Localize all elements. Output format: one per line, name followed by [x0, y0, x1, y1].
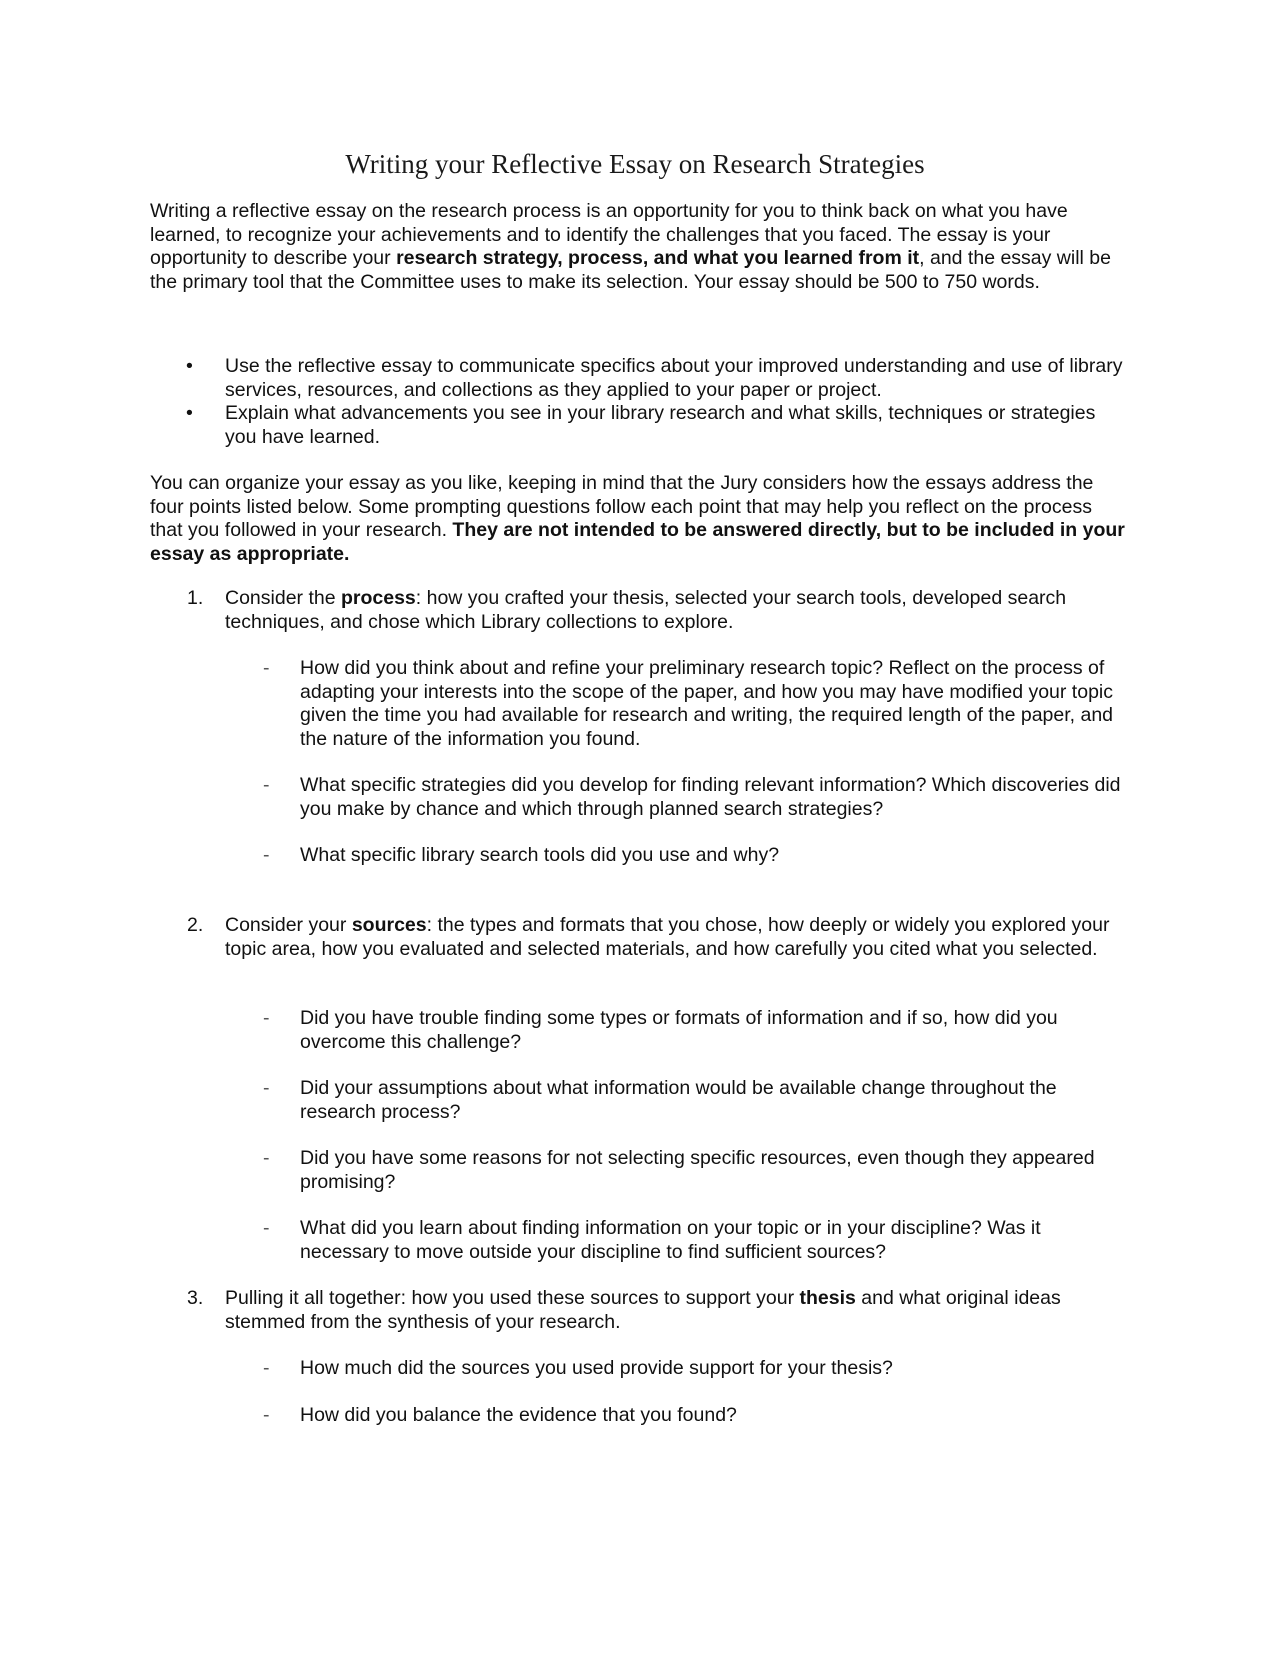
dash-icon: -	[263, 844, 270, 866]
question-text: How much did the sources you used provide support for your thesis?	[300, 1357, 893, 1379]
dash-icon: -	[263, 1357, 270, 1379]
item-number: 1.	[187, 587, 204, 609]
item-text: : the types and formats that you chose, how deeply or widely you explored your topic area, how you evaluated and selected materials, and how carefully you cited what you selected.	[225, 914, 1110, 960]
intro-text-2: , and the essay will be the primary tool that the Committee uses to make its selection. Your essay should be 500 to 750 words.	[150, 247, 1111, 293]
dash-icon: -	[263, 1147, 270, 1169]
dash-icon: -	[263, 1007, 270, 1029]
item-bold: thesis	[799, 1287, 856, 1309]
dash-icon: -	[263, 1404, 270, 1426]
intro-paragraph	[150, 200, 1125, 294]
bullet-text: Explain what advancements you see in your library research and what skills, techniques or strategies you have learned.	[225, 402, 1096, 448]
bullet-list	[150, 355, 1125, 449]
item-text: Consider your	[225, 914, 352, 936]
intro-text-1: Writing a reflective essay on the research process is an opportunity for you to think back on what you have learned, to recognize your achievements and to identify the challenges that you faced. The essay is your opportunity to describe your	[150, 200, 1068, 269]
dash-icon: -	[263, 657, 270, 679]
question-text: Did you have trouble finding some types or formats of information and if so, how did you overcome this challenge?	[300, 1007, 1058, 1053]
intro-bold: research strategy, process, and what you learned from it	[396, 247, 920, 269]
dash-icon: -	[263, 774, 270, 796]
item-text: Consider the	[225, 587, 341, 609]
item-text: Pulling it all together: how you used these sources to support your	[225, 1287, 800, 1309]
question-text: Did you have some reasons for not selecting specific resources, even though they appeared promising?	[300, 1147, 1095, 1193]
numbered-item-thesis	[150, 1287, 1125, 1334]
question-text: What specific library search tools did you use and why?	[300, 844, 780, 866]
item-number: 3.	[187, 1287, 204, 1309]
question-text: What did you learn about finding information on your topic or in your discipline? Was it necessary to move outside your discipline to find sufficient sources?	[300, 1217, 1041, 1263]
bullet-icon: •	[186, 402, 193, 424]
item-bold: sources	[351, 914, 427, 936]
question-item	[150, 657, 1125, 751]
organize-bold: They are not intended to be answered directly, but to be included in your essay as appropriate.	[150, 519, 1125, 565]
question-item	[150, 1217, 1125, 1264]
organize-paragraph	[150, 472, 1125, 566]
question-text: How did you balance the evidence that you found?	[300, 1404, 737, 1426]
item-number: 2.	[187, 914, 204, 936]
question-item	[150, 1077, 1125, 1124]
question-item	[150, 1147, 1125, 1194]
organize-text: You can organize your essay as you like, keeping in mind that the Jury considers how the essays address the four points listed below. Some prompting questions follow each point that may help you reflect on the process that you followed in your research.	[150, 472, 1094, 541]
bullet-text: Use the reflective essay to communicate specifics about your improved understanding and use of library services, resources, and collections as they applied to your paper or project.	[225, 355, 1123, 401]
item-text: and what original ideas stemmed from the synthesis of your research.	[225, 1287, 1061, 1333]
bullet-item	[150, 355, 1125, 402]
numbered-item-sources	[150, 914, 1125, 961]
question-text: What specific strategies did you develop for finding relevant information? Which discoveries did you make by chance and which through planned search strategies?	[300, 774, 1121, 820]
dash-icon: -	[263, 1217, 270, 1239]
question-item	[150, 1357, 1125, 1381]
numbered-item-process	[150, 587, 1125, 634]
bullet-icon: •	[186, 355, 193, 377]
question-item	[150, 1007, 1125, 1054]
question-item	[150, 844, 1125, 868]
item-text: : how you crafted your thesis, selected your search tools, developed search techniques, and chose which Library collections to explore.	[225, 587, 1067, 633]
dash-icon: -	[263, 1077, 270, 1099]
document-title: Writing your Reflective Essay on Research Strategies	[345, 149, 925, 179]
question-text: Did your assumptions about what information would be available change throughout the research process?	[300, 1077, 1057, 1123]
bullet-item	[150, 402, 1125, 449]
item-bold: process	[340, 587, 416, 609]
question-item	[150, 774, 1125, 821]
question-item	[150, 1404, 1125, 1428]
question-text: How did you think about and refine your preliminary research topic? Reflect on the process of adapting your interests into the scope of the paper, and how you may have modified your topic given the time you had available for research and writing, the required length of the paper, and the nature of the information you found.	[300, 657, 1114, 750]
